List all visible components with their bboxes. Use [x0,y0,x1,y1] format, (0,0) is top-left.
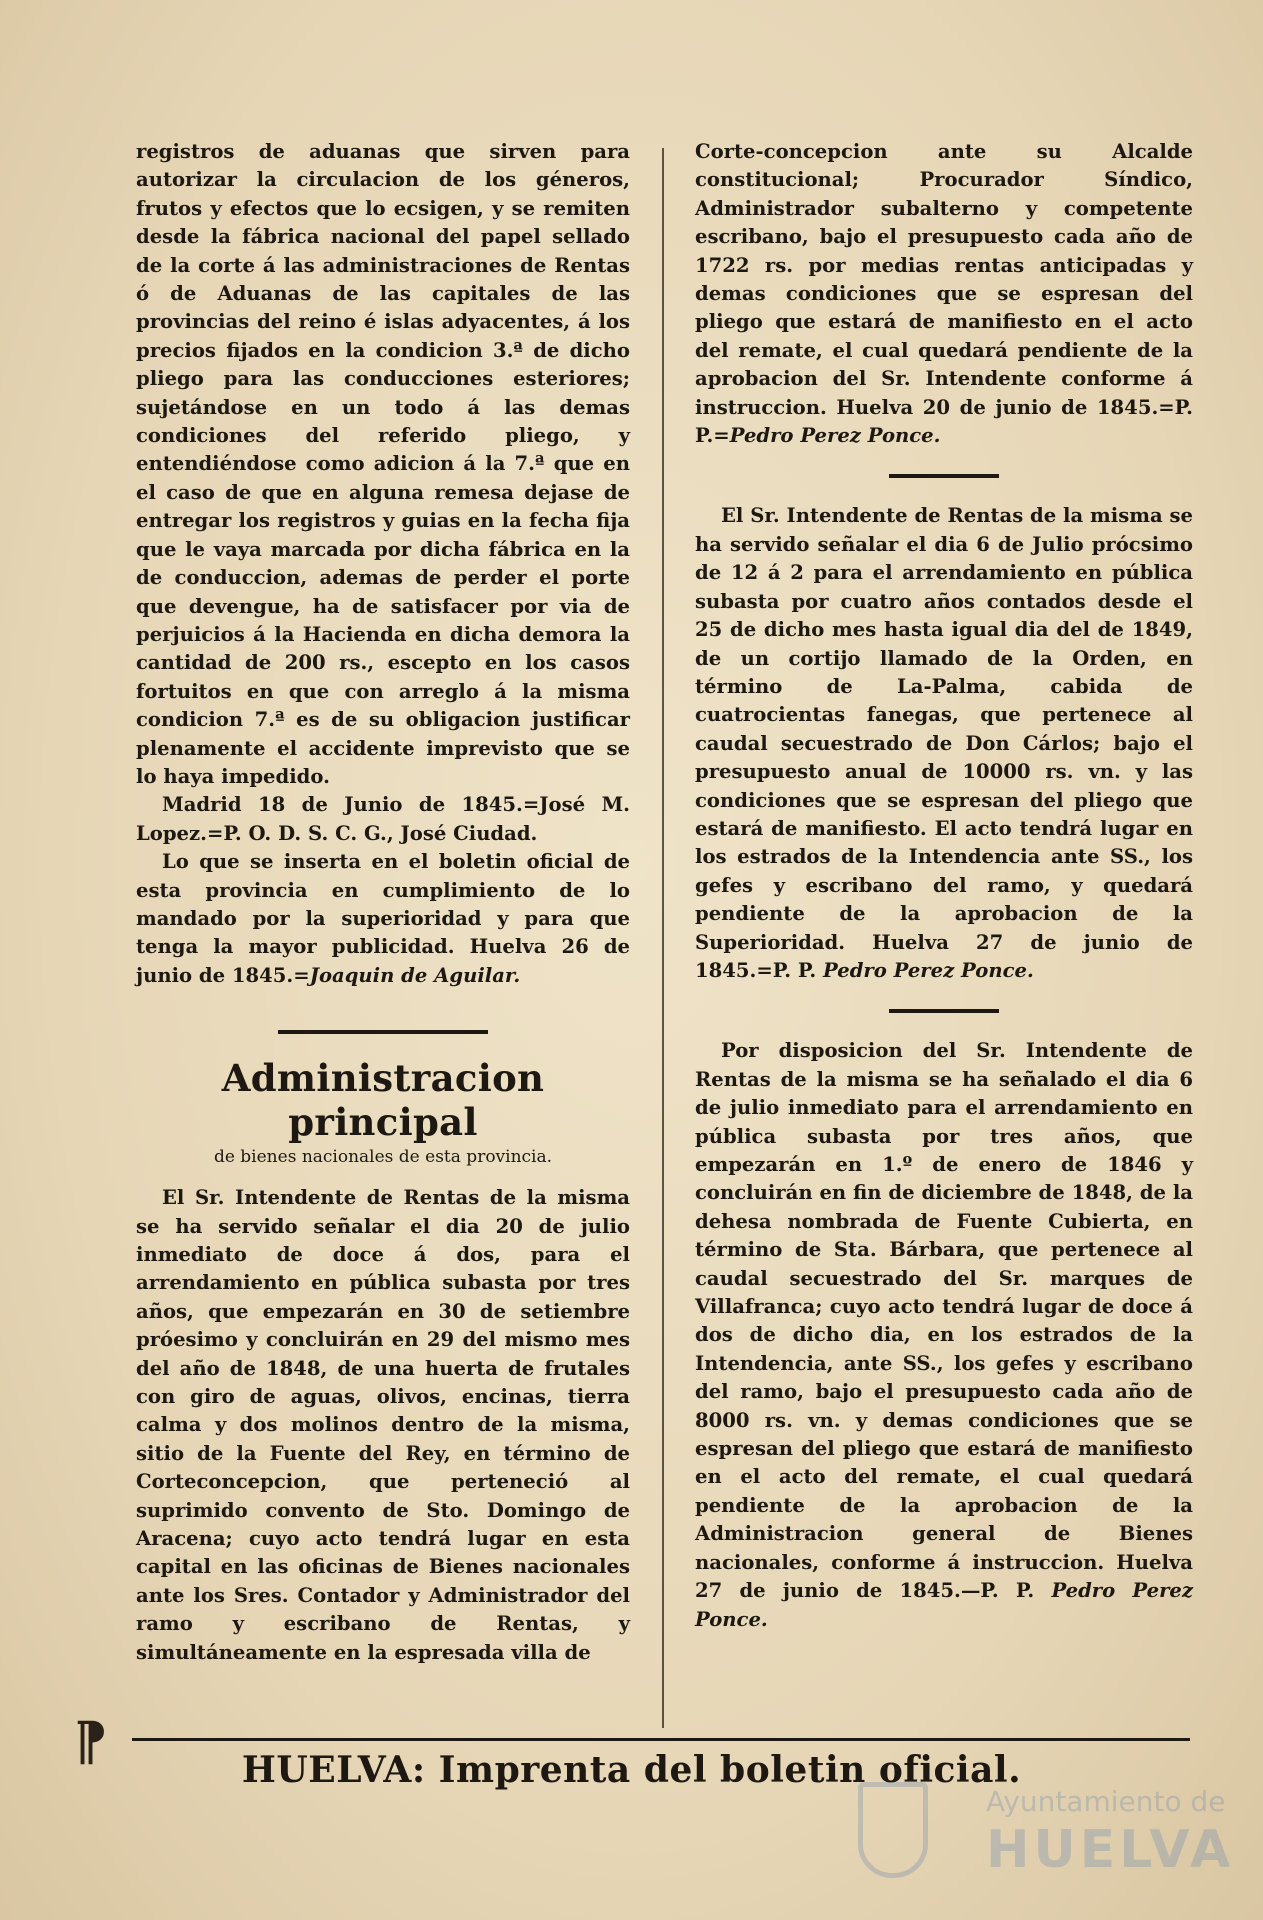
notice-divider-1 [889,474,999,478]
right-paragraph-1-text: Corte-concepcion ante su Alcalde constitucional; Procurador Síndico, Administrador subalterno y competente escribano, bajo el presupuesto cada año de 1722 rs. por medias rentas anticipadas y demas condiciones que se espresan del pliego que estará de manifiesto en el acto del remate, el cual quedará pendiente de la aprobacion del Sr. Intendente conforme á instruccion. Huelva 20 de junio de 1845.=P. P.= [695,140,1193,448]
left-paragraph-2: Madrid 18 de Junio de 1845.=José M. Lopez.=P. O. D. S. C. G., José Ciudad. [136,793,630,845]
right-paragraph-2-signature: Pedro Perez Ponce. [823,958,1034,982]
left-paragraph-3-text: Lo que se inserta en el boletin oficial de esta provincia en cumplimiento de lo mandado por la superioridad y para que tenga la mayor publicidad. Huelva 26 de junio de 1845.= [136,850,630,987]
left-paragraph-3-signature: Joaquin de Aguilar. [309,963,521,987]
section-subtitle: de bienes nacionales de esta provincia. [213,1147,553,1168]
right-paragraph-1-signature: Pedro Perez Ponce. [729,424,941,448]
column-divider [662,148,664,1728]
left-column [136,138,630,1667]
left-paragraph-1: registros de aduanas que sirven para autorizar la circulacion de los géneros, frutos y efectos que lo ecsigen, y se remiten desde la fábrica nacional del papel sellado de la corte á las administraciones de Rentas ó de Aduanas de las capitales de las provincias del reino é islas adyacentes, á los precios fijados en la condicion 3.ª de dicho pliego para las conducciones esteriores; sujetándose en un todo á las demas condiciones del referido pliego, y entendiéndose como adicion á la 7.ª que en el caso de que en alguna remesa dejase de entregar los registros y guias en la fecha fija que le vaya marcada por dicha fábrica en la de conduccion, ademas de perder el porte que devengue, ha de satisfacer por via de perjuicios á la Hacienda en dicha demora la cantidad de 200 rs., escepto en los casos fortuitos en que con arreglo á la misma condicion 7.ª es de su obligacion justificar plenamente el accidente imprevisto que se lo haya impedido. [136,140,630,788]
right-paragraph-1 [695,138,1193,450]
right-paragraph-3-signature: Pedro Perez Ponce. [695,1579,1193,1631]
notice-divider-2 [889,1009,999,1013]
section-divider [278,1030,488,1034]
footer-rule [132,1738,1190,1741]
right-paragraph-3 [695,1037,1193,1634]
watermark-line-1: Ayuntamiento de [986,1785,1226,1818]
right-paragraph-2-text: El Sr. Intendente de Rentas de la misma se ha servido señalar el dia 6 de Julio prócsimo de 12 á 2 para el arrendamiento en pública subasta por cuatro años contados desde el 25 de dicho mes hasta igual dia del de 1849, de un cortijo llamado de la Orden, en término de La-Palma, cabida de cuatrocientas fanegas, que pertenece al caudal secuestrado de Don Cárlos; bajo el presupuesto anual de 10000 rs. vn. y las condiciones que se espresan del pliego que estará de manifiesto. El acto tendrá lugar en los estrados de la Intendencia ante SS., los gefes y escribano del ramo, y quedará pendiente de la aprobacion de la Superioridad. Huelva 27 de junio de 1845.=P. P. [695,504,1193,982]
ink-mark-icon: ⁋ [74,1711,108,1772]
archive-watermark [858,1782,1235,1902]
section-title: Administracion principal [221,1056,545,1145]
left-paragraph-3 [136,848,630,990]
printer-footer: HUELVA: Imprenta del boletin oficial. [241,1749,1022,1791]
right-column [695,138,1193,1634]
shield-icon [858,1782,928,1878]
right-paragraph-2 [695,502,1193,985]
left-paragraph-4: El Sr. Intendente de Rentas de la misma se ha servido señalar el dia 20 de julio inmediato de doce á dos, para el arrendamiento en pública subasta por tres años, que empezarán en 30 de setiembre próesimo y concluirán en 29 del mismo mes del año de 1848, de una huerta de frutales con giro de aguas, olivos, encinas, tierra calma y dos molinos dentro de la misma, sitio de la Fuente del Rey, en término de Corteconcepcion, que perteneció al suprimido convento de Sto. Domingo de Aracena; cuyo acto tendrá lugar en esta capital en las oficinas de Bienes nacionales ante los Sres. Contador y Administrador del ramo y escribano de Rentas, y simultáneamente en la espresada villa de [136,1186,630,1664]
right-paragraph-3-text: Por disposicion del Sr. Intendente de Rentas de la misma se ha señalado el dia 6 de julio inmediato para el arrendamiento en pública subasta por tres años, que empezarán en 1.º de enero de 1846 y concluirán en fin de diciembre de 1848, de la dehesa nombrada de Fuente Cubierta, en término de Sta. Bárbara, que pertenece al caudal secuestrado del Sr. marques de Villafranca; cuyo acto tendrá lugar de doce á dos de dicho dia, en los estrados de la Intendencia, ante SS., los gefes y escribano del ramo, bajo el presupuesto cada año de 8000 rs. vn. y demas condiciones que se espresan del pliego que estará de manifiesto en el acto del remate, el cual quedará pendiente de la aprobacion de la Administracion general de Bienes nacionales, conforme á instruccion. Huelva 27 de junio de 1845.—P. P. [695,1039,1193,1603]
watermark-line-2: HUELVA [986,1820,1235,1880]
